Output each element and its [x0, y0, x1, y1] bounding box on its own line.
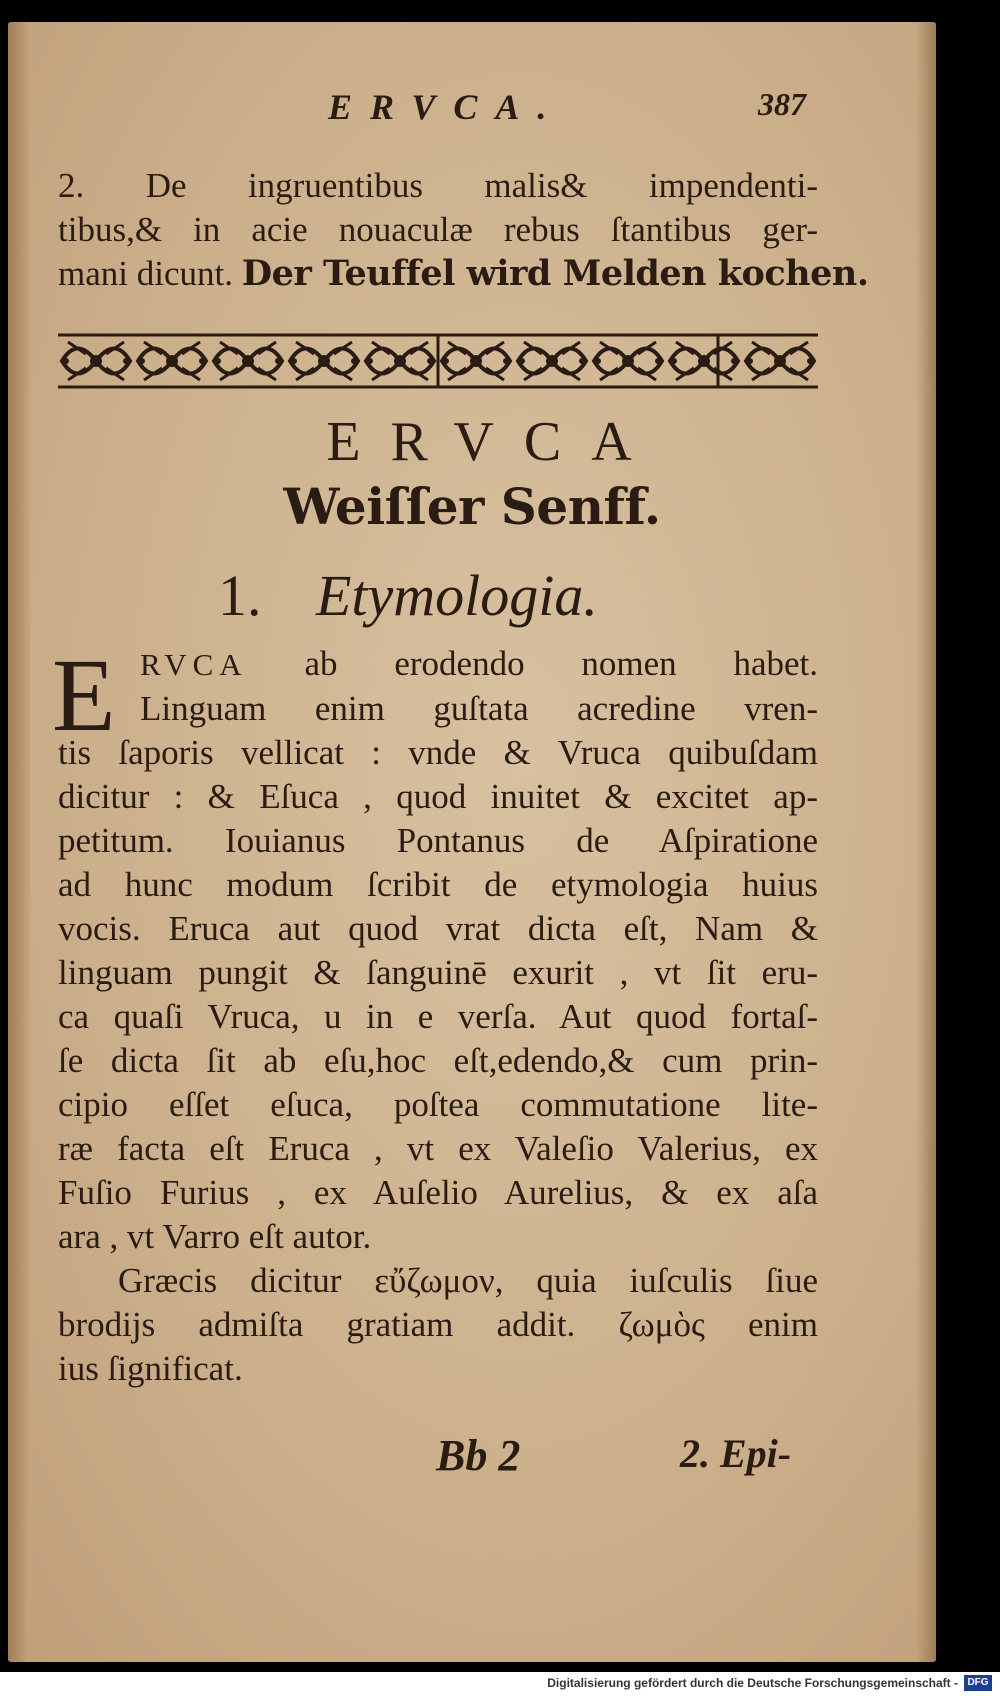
smallcaps-word: RVCA: [140, 647, 248, 682]
text-line: [58, 252, 869, 296]
signature-mark: Bb 2: [436, 1431, 521, 1480]
text-line: tibus,& in acie nouaculæ rebus ſtantibus ger-: [58, 210, 818, 249]
running-head: ERVCA.: [328, 87, 565, 127]
catchword: 2. Epi-: [680, 1431, 792, 1476]
text-line: [58, 642, 818, 687]
text-line: ius ſignificat.: [58, 1349, 243, 1388]
chapter-subtitle: Weiſſer Senff.: [283, 477, 661, 536]
text-line: 2. De ingruentibus malis& impendenti-: [58, 166, 818, 205]
text-line: dicitur : & Eſuca , quod inuitet & excitet ap-: [58, 777, 818, 816]
text-line: vocis. Eruca aut quod vrat dicta eſt, Nam &: [58, 909, 818, 948]
drop-cap: E: [52, 638, 116, 753]
section-number: 1.: [218, 563, 262, 628]
text-line: ca quaſi Vruca, u in e verſa. Aut quod fortaſ-: [58, 997, 818, 1036]
book-page: [8, 22, 936, 1662]
chapter-title: ERVCA: [326, 411, 662, 473]
section-heading: [218, 562, 598, 629]
page-gutter: [916, 22, 936, 1662]
text-line: tis ſaporis vellicat : vnde & Vruca quibuſdam: [58, 733, 818, 772]
section-label: Etymologia.: [316, 563, 598, 628]
footer-bar: [0, 1672, 1000, 1696]
dfg-logo: DFG: [964, 1675, 992, 1691]
body-text: [52, 638, 819, 1391]
text-line: Græcis dicitur εὔζωμον, quia iuſculis ſiue: [118, 1261, 818, 1300]
funding-notice: Digitalisierung gefördert durch die Deutsche Forschungsgemeinschaft -: [547, 1676, 958, 1690]
text-line: petitum. Iouianus Pontanus de Aſpiratione: [58, 821, 818, 860]
decorative-ornament-band: [58, 332, 818, 390]
text-fragment: ab erodendo nomen habet.: [304, 644, 819, 683]
text-line: ara , vt Varro eſt autor.: [58, 1217, 372, 1256]
text-line: linguam pungit & ſanguinē exurit , vt ſit eru-: [58, 953, 818, 992]
page-header: [8, 86, 936, 146]
text-line: ſe dicta ſit ab eſu,hoc eſt,edendo,& cum prin-: [58, 1041, 818, 1080]
text-line: Fuſio Furius , ex Auſelio Aurelius, & ex aſa: [58, 1173, 818, 1212]
page-number: 387: [758, 86, 806, 122]
latin-text: mani dicunt.: [58, 254, 233, 293]
text-line: cipio eſſet eſuca, poſtea commutatione lite-: [58, 1085, 818, 1124]
text-line: Linguam enim guſtata acredine vren-: [140, 689, 818, 728]
text-line: ræ facta eſt Eruca , vt ex Valeſio Valerius, ex: [58, 1129, 818, 1168]
page-edge: [8, 22, 30, 1662]
text-line: ad hunc modum ſcribit de etymologia huius: [58, 865, 818, 904]
text-line: brodijs admiſta gratiam addit. ζωμὸς enim: [58, 1305, 818, 1344]
german-blackletter-text: Der Teuffel wird Melden kochen.: [241, 253, 869, 294]
previous-section-text: [58, 164, 869, 296]
